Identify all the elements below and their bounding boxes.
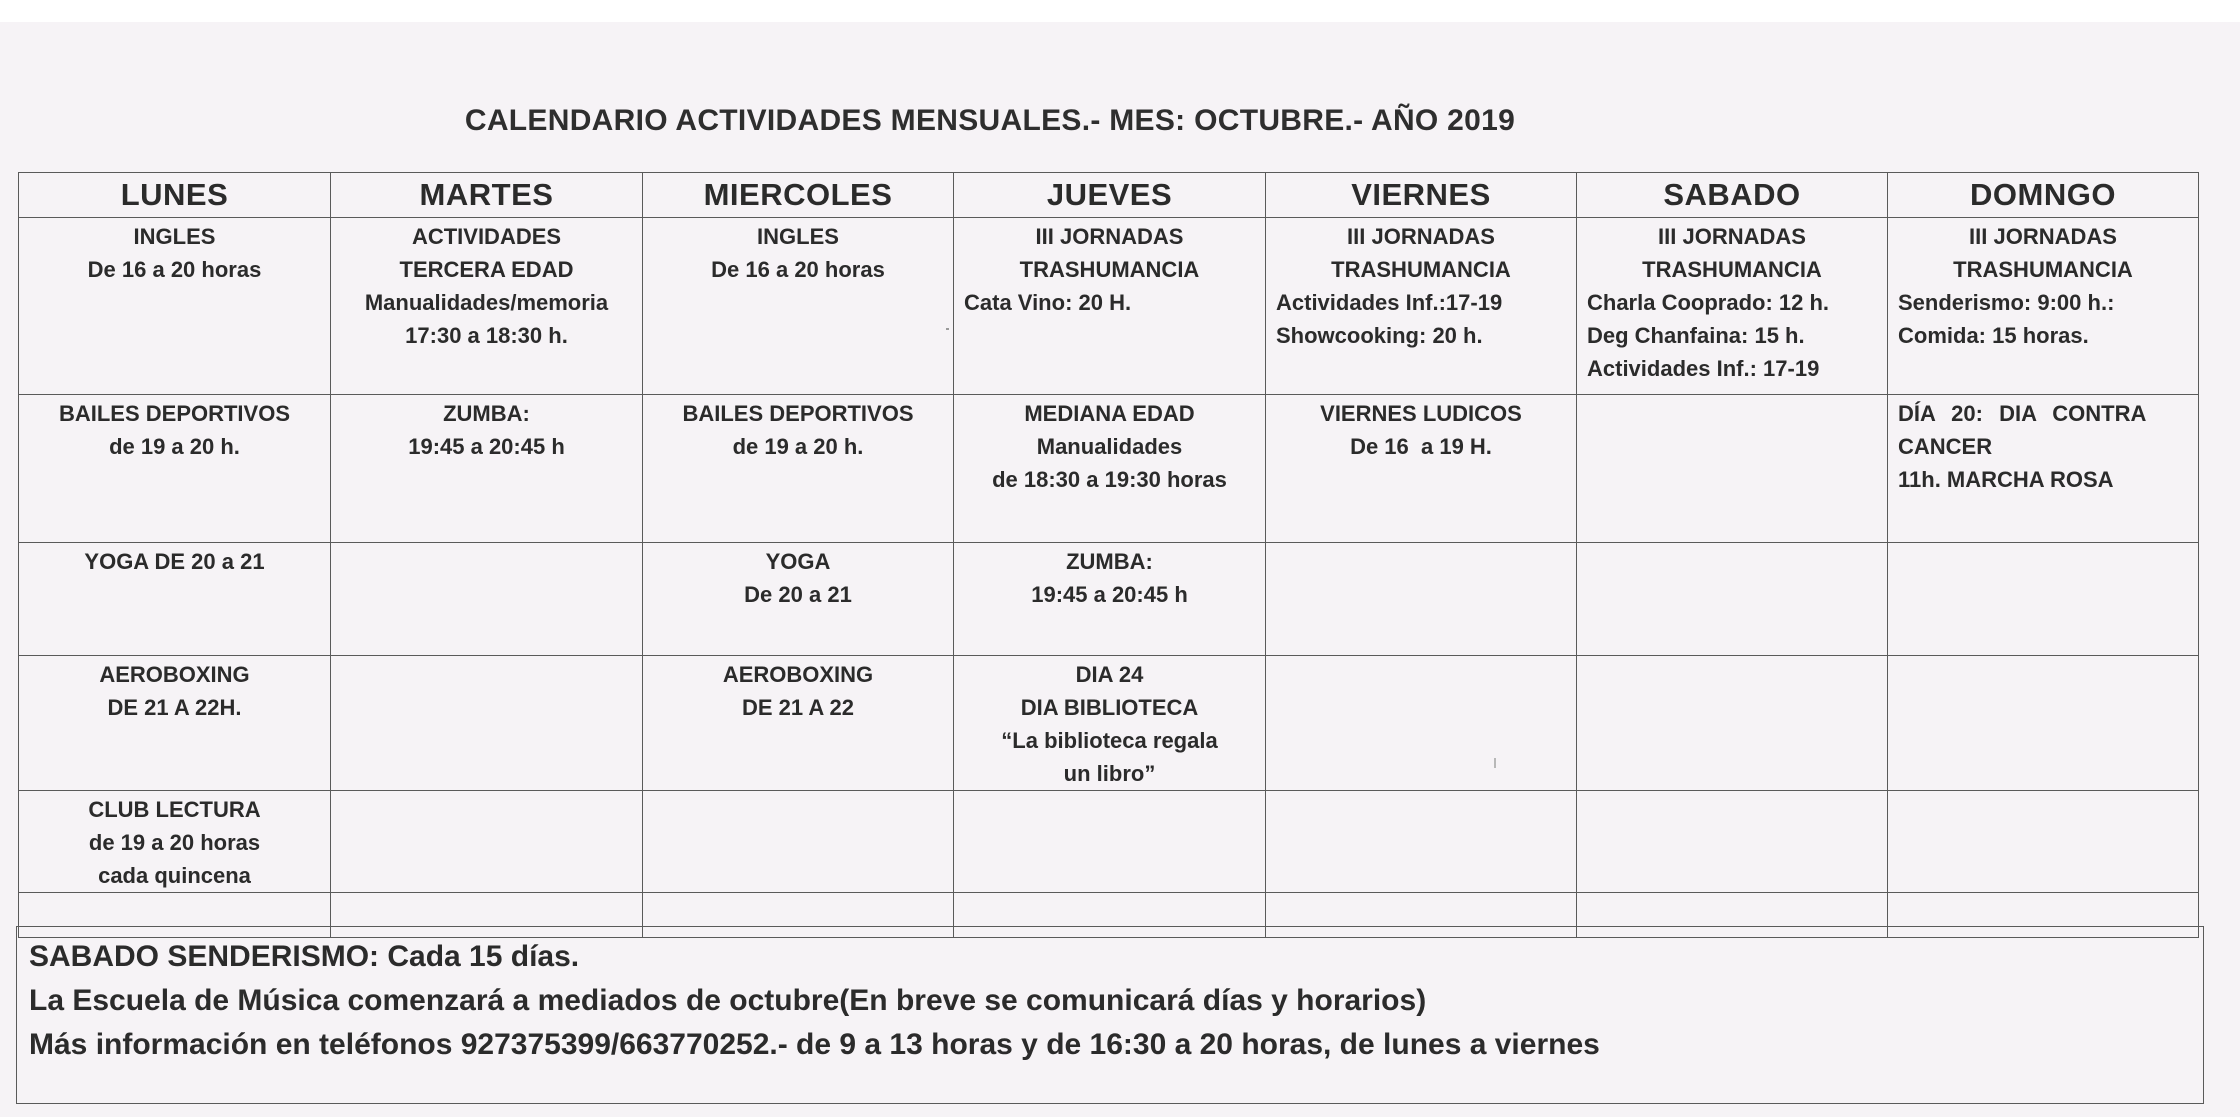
- cell-line: III JORNADAS: [1969, 224, 2117, 249]
- cell-line: TRASHUMANCIA: [1331, 257, 1511, 282]
- cell-line: de 18:30 a 19:30 horas: [992, 467, 1227, 492]
- cell-line: ZUMBA:: [1066, 549, 1153, 574]
- cell-line: AEROBOXING: [722, 662, 874, 687]
- cell-line: TRASHUMANCIA: [1953, 257, 2133, 282]
- cell-lunes-5: [19, 791, 331, 893]
- cell-martes-2: [331, 395, 643, 543]
- day-header-sabado: SABADO: [1577, 173, 1888, 218]
- cell-line: ZUMBA:: [443, 401, 530, 426]
- cell-line: De 16 a 19 H.: [1350, 434, 1492, 459]
- cell-line: BAILES DEPORTIVOS: [682, 401, 914, 426]
- cell-sabado-1: [1577, 218, 1888, 395]
- cell-miercoles-1: [643, 218, 954, 395]
- cell-martes-4: [331, 656, 643, 791]
- cell-lunes-3: [19, 543, 331, 656]
- cell-line: DE 21 A 22H.: [107, 695, 242, 720]
- cell-miercoles-2: [643, 395, 954, 543]
- cell-line: YOGA DE 20 a 21: [84, 549, 265, 574]
- day-header-lunes: LUNES: [19, 173, 331, 218]
- cell-line: DIA BIBLIOTECA: [1020, 695, 1199, 720]
- cell-line: De 20 a 21: [744, 582, 852, 607]
- cell-line: cada quincena: [98, 863, 251, 888]
- activity-row-2: [19, 395, 2199, 543]
- day-header-miercoles: MIERCOLES: [643, 173, 954, 218]
- cell-line: Actividades Inf.:17-19: [1276, 290, 1503, 315]
- day-header-martes: MARTES: [331, 173, 643, 218]
- cell-jueves-2: [954, 395, 1266, 543]
- cell-martes-1: [331, 218, 643, 395]
- cell-line: 17:30 a 18:30 h.: [405, 323, 568, 348]
- cell-domingo-3: [1888, 543, 2199, 656]
- activity-row-5: [19, 791, 2199, 893]
- cell-sabado-2: [1577, 395, 1888, 543]
- cell-lunes-1: [19, 218, 331, 395]
- cell-domingo-1: [1888, 218, 2199, 395]
- cell-line: Senderismo: 9:00 h.:: [1898, 290, 2115, 315]
- cell-line: III JORNADAS: [1347, 224, 1495, 249]
- cell-line: DE 21 A 22: [741, 695, 855, 720]
- cell-line: Manualidades/memoria: [364, 290, 609, 315]
- cell-viernes-1: [1266, 218, 1577, 395]
- cell-line: 11h. MARCHA ROSA: [1898, 467, 2114, 492]
- cell-line: CANCER: [1898, 434, 1993, 459]
- cell-line: TERCERA EDAD: [399, 257, 574, 282]
- cell-sabado-5: [1577, 791, 1888, 893]
- cell-line: III JORNADAS: [1658, 224, 1806, 249]
- cell-jueves-5: [954, 791, 1266, 893]
- page-title: CALENDARIO ACTIVIDADES MENSUALES.- MES: OCTUBRE.- AÑO 2019: [464, 104, 1516, 137]
- cell-line: Deg Chanfaina: 15 h.: [1587, 323, 1805, 348]
- cell-line: DÍA 20: DIA CONTRA: [1898, 401, 2147, 426]
- footer-music-school-note: La Escuela de Música comenzará a mediados de octubre(En breve se comunicará días y horarios): [29, 984, 1427, 1017]
- cell-jueves-1: [954, 218, 1266, 395]
- cell-line: TRASHUMANCIA: [1642, 257, 1822, 282]
- cell-jueves-4: [954, 656, 1266, 791]
- activity-row-3: [19, 543, 2199, 656]
- cell-viernes-4: [1266, 656, 1577, 791]
- cell-line: Charla Cooprado: 12 h.: [1587, 290, 1830, 315]
- cell-line: De 16 a 20 horas: [711, 257, 885, 282]
- cell-line: un libro”: [1063, 761, 1156, 786]
- scan-top-margin: [0, 0, 2240, 22]
- cell-line: MEDIANA EDAD: [1024, 401, 1195, 426]
- footer-notes-box: [16, 926, 2204, 1104]
- cell-line: 19:45 a 20:45 h: [1031, 582, 1188, 607]
- activity-row-1: [19, 218, 2199, 395]
- cell-line: Showcooking: 20 h.: [1276, 323, 1483, 348]
- cell-lunes-4: [19, 656, 331, 791]
- cell-martes-3: [331, 543, 643, 656]
- cell-line: Cata Vino: 20 H.: [964, 290, 1132, 315]
- scan-speck: [1494, 758, 1496, 768]
- cell-viernes-2: [1266, 395, 1577, 543]
- cell-line: VIERNES LUDICOS: [1320, 401, 1522, 426]
- cell-jueves-3: [954, 543, 1266, 656]
- cell-line: De 16 a 20 horas: [87, 257, 262, 282]
- cell-line: INGLES: [133, 224, 216, 249]
- cell-domingo-5: [1888, 791, 2199, 893]
- cell-viernes-5: [1266, 791, 1577, 893]
- day-header-jueves: JUEVES: [954, 173, 1266, 218]
- cell-line: de 19 a 20 horas: [88, 830, 261, 855]
- cell-line: CLUB LECTURA: [88, 797, 261, 822]
- activity-row-4: [19, 656, 2199, 791]
- cell-line: de 19 a 20 h.: [109, 434, 240, 459]
- day-header-domingo: DOMNGO: [1888, 173, 2199, 218]
- cell-line: III JORNADAS: [1035, 224, 1184, 249]
- cell-martes-5: [331, 791, 643, 893]
- cell-sabado-4: [1577, 656, 1888, 791]
- cell-line: Comida: 15 horas.: [1898, 323, 2089, 348]
- scan-speck: [946, 328, 949, 330]
- cell-line: INGLES: [757, 224, 839, 249]
- cell-line: BAILES DEPORTIVOS: [58, 401, 291, 426]
- cell-domingo-2: [1888, 395, 2199, 543]
- footer-contact-note: Más información en teléfonos 927375399/663770252.- de 9 a 13 horas y de 16:30 a 20 horas, de lunes a viernes: [29, 1028, 1600, 1061]
- cell-line: AEROBOXING: [99, 662, 250, 687]
- cell-line: TRASHUMANCIA: [1019, 257, 1200, 282]
- cell-miercoles-4: [643, 656, 954, 791]
- cell-line: de 19 a 20 h.: [732, 434, 864, 459]
- cell-sabado-3: [1577, 543, 1888, 656]
- cell-line: 19:45 a 20:45 h: [408, 434, 565, 459]
- cell-lunes-2: [19, 395, 331, 543]
- cell-miercoles-3: [643, 543, 954, 656]
- cell-viernes-3: [1266, 543, 1577, 656]
- cell-line: Manualidades: [1036, 434, 1183, 459]
- cell-line: DIA 24: [1075, 662, 1144, 687]
- day-header-viernes: VIERNES: [1266, 173, 1577, 218]
- day-header-row: [19, 173, 2199, 218]
- activities-calendar-table: [18, 172, 2199, 938]
- cell-line: “La biblioteca regala: [1001, 728, 1218, 753]
- cell-miercoles-5: [643, 791, 954, 893]
- footer-senderismo-note: SABADO SENDERISMO: Cada 15 días.: [29, 940, 580, 973]
- cell-line: ACTIVIDADES: [411, 224, 562, 249]
- cell-domingo-4: [1888, 656, 2199, 791]
- cell-line: Actividades Inf.: 17-19: [1587, 356, 1820, 381]
- cell-line: YOGA: [765, 549, 831, 574]
